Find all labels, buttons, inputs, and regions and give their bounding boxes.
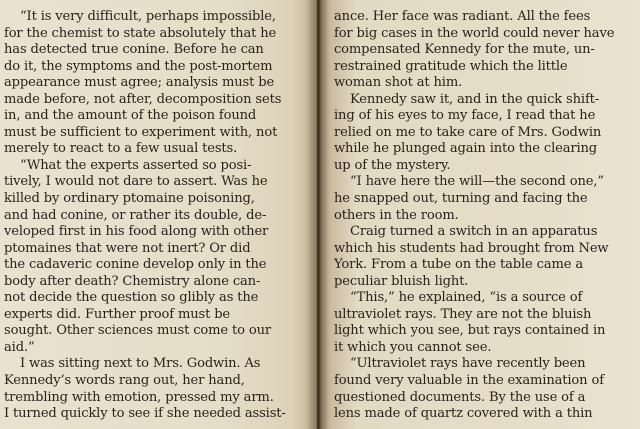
text-line: light which you see, but rays contained in: [334, 323, 606, 339]
text-line: Craig turned a switch in an apparatus: [350, 224, 598, 240]
text-line: “What the experts asserted so posi-: [20, 157, 252, 173]
text-line: woman shot at him.: [334, 75, 463, 91]
text-line: in, and the amount of the poison found: [4, 108, 257, 124]
text-line: for big cases in the world could never have: [334, 25, 615, 41]
text-line: up of the mystery.: [334, 157, 451, 173]
text-line: “This,” he explained, “is a source of: [350, 290, 583, 306]
text-line: while he plunged again into the clearing: [334, 141, 598, 157]
right-page: [318, 0, 640, 429]
text-line: aid.”: [4, 339, 35, 355]
right-page-text: [334, 9, 637, 423]
text-line: “It is very difficult, perhaps impossible,: [20, 9, 276, 24]
text-line: “Ultraviolet rays have recently been: [350, 356, 586, 372]
text-line: ing of his eyes to my face, I read that he: [334, 108, 596, 124]
text-line: York. From a tube on the table came a: [334, 257, 584, 273]
text-line: for the chemist to state absolutely that he: [4, 25, 277, 41]
text-line: ptomaines that were not inert? Or did: [4, 240, 251, 256]
text-line: has detected true conine. Before he can: [4, 42, 264, 58]
text-line: the cadaveric conine develop only in the: [4, 257, 267, 273]
text-line: tively, I would not dare to assert. Was he: [4, 174, 268, 190]
text-line: compensated Kennedy for the mute, un-: [334, 42, 595, 58]
text-line: and had conine, or rather its double, de-: [4, 207, 267, 223]
text-line: killed by ordinary ptomaine poisoning,: [4, 191, 255, 207]
text-line: do it, the symptoms and the post-mortem: [4, 58, 273, 74]
text-line: experts did. Further proof must be: [4, 306, 231, 322]
text-line: Kennedy saw it, and in the quick shift-: [350, 91, 600, 107]
text-line: I turned quickly to see if she needed assist-: [4, 406, 286, 422]
text-line: appearance must agree; analysis must be: [4, 75, 275, 91]
text-line: trembling with emotion, pressed my arm.: [4, 389, 274, 405]
text-line: made before, not after, decomposition sets: [4, 91, 282, 107]
text-line: lens made of quartz covered with a thin: [334, 406, 593, 422]
text-line: questioned documents. By the use of a: [334, 389, 586, 405]
left-page-text: [4, 9, 314, 423]
text-line: he snapped out, turning and facing the: [334, 191, 588, 207]
text-line: Kennedy’s words rang out, her hand,: [4, 373, 245, 389]
text-line: sought. Other sciences must come to our: [4, 323, 271, 339]
text-line: must be sufficient to experiment with, not: [4, 124, 278, 140]
text-line: others in the room.: [334, 207, 459, 223]
text-line: relied on me to take care of Mrs. Godwin: [334, 124, 602, 140]
text-line: it which you cannot see.: [334, 339, 492, 355]
left-page: [0, 0, 318, 429]
text-line: peculiar bluish light.: [334, 273, 469, 289]
text-line: which his students had brought from New: [334, 240, 609, 256]
text-line: ultraviolet rays. They are not the bluish: [334, 306, 592, 322]
text-line: “I have here the will—the second one,”: [350, 174, 604, 190]
text-line: I was sitting next to Mrs. Godwin. As: [20, 356, 261, 372]
text-line: ance. Her face was radiant. All the fees: [334, 9, 591, 24]
text-line: not decide the question so glibly as the: [4, 290, 259, 306]
text-line: found very valuable in the examination of: [334, 373, 604, 389]
text-line: veloped first in his food along with other: [4, 224, 269, 240]
text-line: merely to react to a few usual tests.: [4, 141, 238, 157]
text-line: body after death? Chemistry alone can-: [4, 273, 261, 289]
text-line: restrained gratitude which the little: [334, 58, 568, 74]
